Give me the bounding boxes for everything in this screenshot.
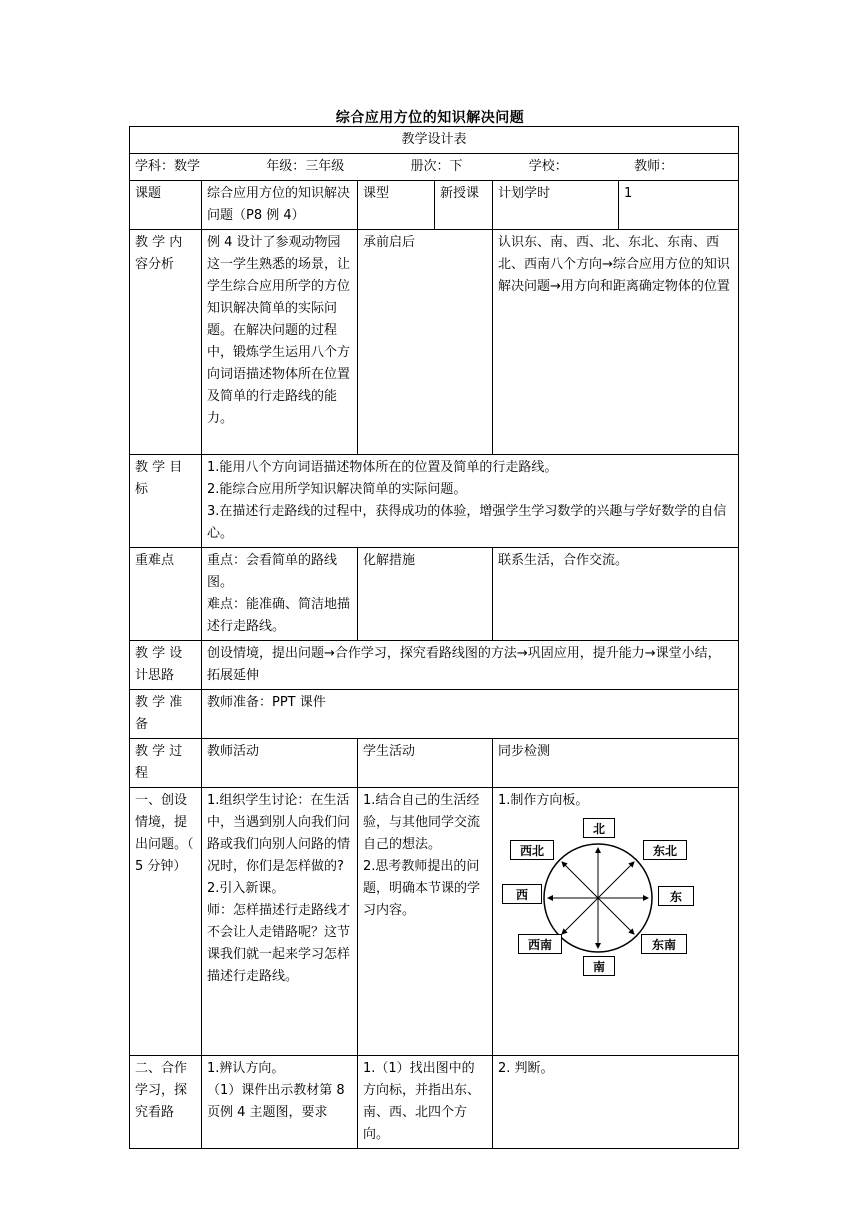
analysis-text: 例 4 设计了参观动物园这一学生熟悉的场景，让学生综合应用所学的方位知识解决简单的实际问题。在解决问题的过程中，锻炼学生运用八个方向词语描述物体所在位置及简单的行走路线的能力。 xyxy=(202,230,358,455)
step2-row xyxy=(130,1056,739,1149)
design-row xyxy=(130,641,739,690)
course-topic: 综合应用方位的知识解决问题（P8 例 4） xyxy=(202,181,358,230)
prep-row xyxy=(130,690,739,739)
step2-label: 二、合作学习，探究看路 xyxy=(130,1056,202,1149)
teacher-line: 2.引入新课。 xyxy=(207,881,285,896)
compass-southeast: 东南 xyxy=(641,934,687,954)
compass-southwest: 西南 xyxy=(518,934,562,954)
goal-item: 1.能用八个方向词语描述物体所在的位置及简单的行走路线。 xyxy=(207,460,558,475)
student-line: 2.思考教师提出的问题，明确本节课的学习内容。 xyxy=(363,859,481,918)
key-point: 重点：会看简单的路线图。 xyxy=(207,553,338,590)
prep-label: 教 学 准 备 xyxy=(130,690,202,739)
table-title-row xyxy=(130,127,739,154)
goal-item: 2.能综合应用所学知识解决简单的实际问题。 xyxy=(207,482,467,497)
process-head-row xyxy=(130,739,739,788)
step2-check-text: 2. 判断。 xyxy=(493,1056,739,1149)
step1-row xyxy=(130,788,739,1056)
course-type-value: 新授课 xyxy=(435,181,493,230)
compass-west: 西 xyxy=(502,884,542,904)
analysis-label: 教 学 内 容分析 xyxy=(130,230,202,455)
analysis-right-text: 认识东、南、西、北、东北、东南、西北、西南八个方向→综合应用方位的知识解决问题→用方向和距离确定物体的位置 xyxy=(493,230,739,455)
check-text: 1.制作方向板。 xyxy=(498,793,589,808)
process-label: 教 学 过 程 xyxy=(130,739,202,788)
step2-student-text: 1.（1）找出图中的方向标，并指出东、南、西、北四个方向。 xyxy=(358,1056,493,1149)
info-row xyxy=(130,154,739,181)
course-label: 课题 xyxy=(130,181,202,230)
compass-northwest: 西北 xyxy=(510,840,554,860)
info-bar xyxy=(135,156,733,178)
compass-south: 南 xyxy=(583,956,615,976)
teacher-line: 1.组织学生讨论：在生活中，当遇到别人向我们问路或我们向别人问路的情况时，你们是怎样做的? xyxy=(207,793,351,874)
teacher-line: （1）课件出示教材第 8 页例 4 主题图，要求 xyxy=(207,1083,345,1120)
compass-north: 北 xyxy=(583,818,615,838)
goals-label: 教 学 目 标 xyxy=(130,455,202,548)
step1-label: 一、创设情境，提出问题。（ 5 分钟） xyxy=(130,788,202,1056)
key-row xyxy=(130,548,739,641)
course-hours-label: 计划学时 xyxy=(493,181,619,230)
lesson-plan-table xyxy=(129,126,739,1149)
teacher-field: 教师： xyxy=(634,159,674,174)
student-activity-head: 学生活动 xyxy=(358,739,493,788)
student-line: 1.结合自己的生活经验，与其他同学交流自己的想法。 xyxy=(363,793,481,852)
direction-board xyxy=(498,818,698,988)
subject-field: 学科：数学 xyxy=(135,159,201,174)
table-title: 教学设计表 xyxy=(130,127,739,154)
teacher-activity-head: 教师活动 xyxy=(202,739,358,788)
key-right-text: 联系生活，合作交流。 xyxy=(493,548,739,641)
school-field: 学校： xyxy=(528,159,568,174)
prep-text: 教师准备：PPT 课件 xyxy=(202,690,739,739)
goals-row xyxy=(130,455,739,548)
grade-field: 年级：三年级 xyxy=(266,159,345,174)
course-row xyxy=(130,181,739,230)
compass-northeast: 东北 xyxy=(643,840,687,860)
teacher-line: 1.辨认方向。 xyxy=(207,1061,285,1076)
teacher-line: 师：怎样描述行走路线才不会让人走错路呢？这节课我们就一起来学习怎样描述行走路线。 xyxy=(207,903,351,984)
volume-field: 册次：下 xyxy=(410,159,463,174)
design-text: 创设情境，提出问题→合作学习，探究看路线图的方法→巩固应用，提升能力→课堂小结，拓展延伸 xyxy=(202,641,739,690)
document-title: 综合应用方位的知识解决问题 xyxy=(335,110,525,126)
key-label: 重难点 xyxy=(130,548,202,641)
difficult-point: 难点：能准确、简洁地描述行走路线。 xyxy=(207,597,351,634)
compass-east: 东 xyxy=(658,886,694,906)
check-head: 同步检测 xyxy=(493,739,739,788)
key-mid-label: 化解措施 xyxy=(358,548,493,641)
course-hours-value: 1 xyxy=(619,181,739,230)
goal-item: 3.在描述行走路线的过程中，获得成功的体验，增强学生学习数学的兴趣与学好数学的自信心。 xyxy=(207,504,727,541)
course-type-label: 课型 xyxy=(358,181,435,230)
analysis-mid-label: 承前启后 xyxy=(358,230,493,455)
analysis-row xyxy=(130,230,739,455)
design-label: 教 学 设 计思路 xyxy=(130,641,202,690)
